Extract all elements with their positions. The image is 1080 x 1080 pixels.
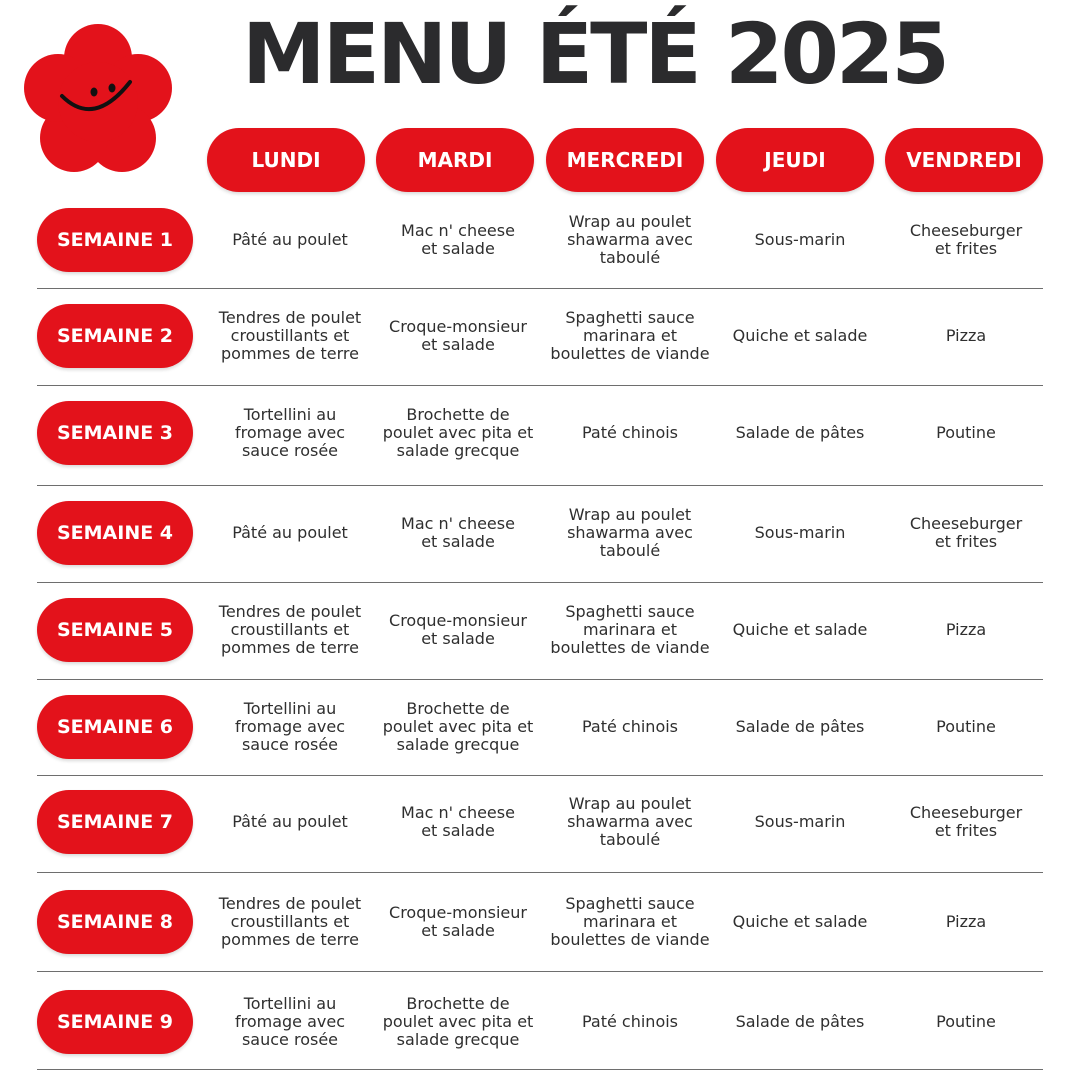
meal-cell-week4-mercredi: Wrap au poulet shawarma avec taboulé [567,505,693,560]
meal-cell-week4-mardi: Mac n' cheese et salade [401,514,515,551]
row-divider [37,1069,1043,1070]
week-label-6: SEMAINE 6 [37,695,193,759]
week-label-1: SEMAINE 1 [37,208,193,272]
week-label-8: SEMAINE 8 [37,890,193,954]
day-header-vendredi: VENDREDI [885,128,1043,192]
meal-cell-week9-jeudi: Salade de pâtes [735,1012,865,1031]
meal-cell-week1-lundi: Pâté au poulet [232,230,348,249]
row-divider [37,288,1043,289]
meal-cell-week7-mercredi: Wrap au poulet shawarma avec taboulé [567,794,693,849]
day-header-mardi: MARDI [376,128,534,192]
meal-cell-week7-jeudi: Sous-marin [754,812,846,831]
meal-cell-week1-jeudi: Sous-marin [754,230,846,249]
meal-cell-week9-lundi: Tortellini au fromage avec sauce rosée [234,994,346,1049]
meal-cell-week3-mercredi: Paté chinois [581,423,679,442]
meal-cell-week1-mardi: Mac n' cheese et salade [401,221,515,258]
week-label-9: SEMAINE 9 [37,990,193,1054]
day-header-lundi: LUNDI [207,128,365,192]
day-header-jeudi: JEUDI [716,128,874,192]
week-label-5: SEMAINE 5 [37,598,193,662]
meal-cell-week5-vendredi: Pizza [945,620,987,639]
week-label-2: SEMAINE 2 [37,304,193,368]
meal-cell-week3-jeudi: Salade de pâtes [735,423,865,442]
meal-cell-week8-mardi: Croque-monsieur et salade [389,903,527,940]
meal-cell-week7-mardi: Mac n' cheese et salade [401,803,515,840]
meal-cell-week1-vendredi: Cheeseburger et frites [909,221,1023,258]
meal-cell-week8-lundi: Tendres de poulet croustillants et pommes de terre [218,894,362,949]
meal-cell-week2-mardi: Croque-monsieur et salade [389,317,527,354]
day-header-mercredi: MERCREDI [546,128,704,192]
meal-cell-week2-mercredi: Spaghetti sauce marinara et boulettes de viande [550,308,710,363]
meal-cell-week4-jeudi: Sous-marin [754,523,846,542]
meal-cell-week8-jeudi: Quiche et salade [732,912,868,931]
meal-cell-week6-mardi: Brochette de poulet avec pita et salade grecque [382,699,534,754]
meal-cell-week5-jeudi: Quiche et salade [732,620,868,639]
week-label-4: SEMAINE 4 [37,501,193,565]
row-divider [37,971,1043,972]
page-title: MENU ÉTÉ 2025 [242,5,947,103]
meal-cell-week8-vendredi: Pizza [945,912,987,931]
row-divider [37,485,1043,486]
meal-cell-week3-lundi: Tortellini au fromage avec sauce rosée [234,405,346,460]
meal-cell-week2-lundi: Tendres de poulet croustillants et pommes de terre [218,308,362,363]
week-label-7: SEMAINE 7 [37,790,193,854]
meal-cell-week7-vendredi: Cheeseburger et frites [909,803,1023,840]
meal-cell-week3-mardi: Brochette de poulet avec pita et salade grecque [382,405,534,460]
meal-cell-week7-lundi: Pâté au poulet [232,812,348,831]
meal-cell-week9-mardi: Brochette de poulet avec pita et salade grecque [382,994,534,1049]
meal-cell-week3-vendredi: Poutine [936,423,996,442]
row-divider [37,385,1043,386]
meal-cell-week6-jeudi: Salade de pâtes [735,717,865,736]
row-divider [37,679,1043,680]
row-divider [37,775,1043,776]
meal-cell-week5-mercredi: Spaghetti sauce marinara et boulettes de viande [550,602,710,657]
meal-cell-week2-vendredi: Pizza [945,326,987,345]
meal-cell-week2-jeudi: Quiche et salade [732,326,868,345]
meal-cell-week1-mercredi: Wrap au poulet shawarma avec taboulé [567,212,693,267]
row-divider [37,872,1043,873]
meal-cell-week6-lundi: Tortellini au fromage avec sauce rosée [234,699,346,754]
meal-cell-week9-vendredi: Poutine [936,1012,996,1031]
meal-cell-week6-vendredi: Poutine [936,717,996,736]
smiling-flower-icon [14,16,182,184]
row-divider [37,582,1043,583]
week-label-3: SEMAINE 3 [37,401,193,465]
meal-cell-week5-mardi: Croque-monsieur et salade [389,611,527,648]
meal-cell-week6-mercredi: Paté chinois [581,717,679,736]
meal-cell-week9-mercredi: Paté chinois [581,1012,679,1031]
meal-cell-week4-lundi: Pâté au poulet [232,523,348,542]
meal-cell-week8-mercredi: Spaghetti sauce marinara et boulettes de viande [550,894,710,949]
meal-cell-week5-lundi: Tendres de poulet croustillants et pommes de terre [218,602,362,657]
meal-cell-week4-vendredi: Cheeseburger et frites [909,514,1023,551]
